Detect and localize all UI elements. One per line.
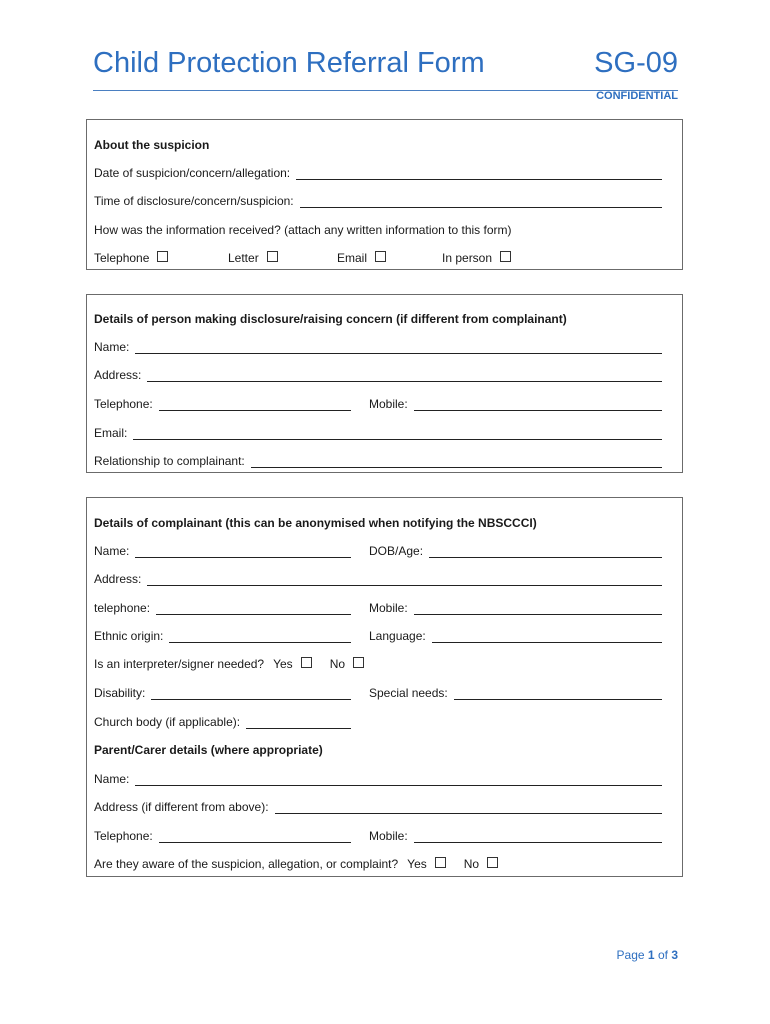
mobile-line[interactable] — [414, 398, 662, 411]
disability-label: Disability: — [94, 686, 146, 700]
discloser-telephone-field[interactable] — [94, 391, 351, 411]
option-email-label: Email — [337, 251, 368, 265]
form-title: Child Protection Referral Form — [93, 47, 485, 79]
email-label: Email: — [94, 426, 128, 440]
special-needs-field[interactable] — [369, 680, 662, 700]
special-needs-label: Special needs: — [369, 686, 448, 700]
mobile-label: Mobile: — [369, 397, 408, 411]
dob-label: DOB/Age: — [369, 544, 424, 558]
name-label: Name: — [94, 340, 130, 354]
section3-heading: Details of complainant (this can be anonymised when notifying the NBSCCCI) — [94, 516, 537, 530]
ethnic-origin-field[interactable] — [94, 623, 351, 643]
discloser-mobile-field[interactable] — [369, 391, 662, 411]
address-line[interactable] — [147, 573, 662, 586]
form-code: SG-09 — [594, 47, 678, 79]
aware-no-checkbox[interactable] — [487, 857, 498, 868]
language-field[interactable] — [369, 623, 662, 643]
email-line[interactable] — [133, 427, 662, 440]
dob-line[interactable] — [429, 545, 662, 558]
dob-field[interactable] — [369, 538, 662, 558]
language-label: Language: — [369, 629, 426, 643]
time-line[interactable] — [300, 195, 662, 208]
disability-field[interactable] — [94, 680, 351, 700]
complainant-telephone-field[interactable] — [94, 595, 351, 615]
time-label: Time of disclosure/concern/suspicion: — [94, 194, 294, 208]
parent-name-label: Name: — [94, 772, 130, 786]
section-about-suspicion — [86, 119, 683, 270]
section2-heading: Details of person making disclosure/raising concern (if different from complainant) — [94, 312, 567, 326]
language-line[interactable] — [432, 630, 662, 643]
parent-name-field[interactable] — [94, 766, 662, 786]
date-line[interactable] — [296, 167, 662, 180]
of-word: of — [657, 948, 668, 962]
parent-carer-heading: Parent/Carer details (where appropriate) — [94, 743, 323, 757]
letter-checkbox[interactable] — [267, 251, 278, 262]
relationship-label: Relationship to complainant: — [94, 454, 245, 468]
discloser-name-field[interactable] — [94, 334, 662, 354]
page-current: 1 — [647, 948, 655, 962]
section1-heading: About the suspicion — [94, 138, 210, 152]
parent-telephone-line[interactable] — [159, 830, 351, 843]
name-label: Name: — [94, 544, 130, 558]
interpreter-yes-label: Yes — [273, 657, 293, 671]
ethnic-line[interactable] — [169, 630, 351, 643]
disability-line[interactable] — [151, 687, 351, 700]
aware-yes-label: Yes — [407, 857, 427, 871]
option-in-person-label: In person — [442, 251, 493, 265]
parent-mobile-line[interactable] — [414, 830, 662, 843]
discloser-email-field[interactable] — [94, 420, 662, 440]
address-label: Address: — [94, 368, 142, 382]
interpreter-no-checkbox[interactable] — [353, 657, 364, 668]
page-word: Page — [616, 948, 645, 962]
mobile-line[interactable] — [414, 602, 662, 615]
section-person-disclosure — [86, 294, 683, 473]
telephone-line[interactable] — [156, 602, 351, 615]
email-checkbox[interactable] — [375, 251, 386, 262]
relationship-line[interactable] — [251, 455, 662, 468]
address-label: Address: — [94, 572, 142, 586]
parent-address-line[interactable] — [275, 801, 662, 814]
parent-telephone-field[interactable] — [94, 823, 351, 843]
interpreter-question — [94, 651, 364, 671]
complainant-address-field[interactable] — [94, 566, 662, 586]
in-person-checkbox[interactable] — [500, 251, 511, 262]
telephone-label: telephone: — [94, 601, 151, 615]
parent-name-line[interactable] — [135, 773, 662, 786]
telephone-line[interactable] — [159, 398, 351, 411]
date-field[interactable] — [94, 160, 662, 180]
discloser-address-field[interactable] — [94, 362, 662, 382]
option-telephone[interactable] — [94, 245, 168, 265]
special-needs-line[interactable] — [454, 687, 662, 700]
parent-address-label: Address (if different from above): — [94, 800, 269, 814]
date-label: Date of suspicion/concern/allegation: — [94, 166, 291, 180]
section-complainant — [86, 497, 683, 877]
aware-no-label: No — [463, 857, 480, 871]
how-received-question: How was the information received? (attach any written information to this form) — [94, 223, 512, 237]
option-in-person[interactable] — [442, 245, 511, 265]
aware-label: Are they aware of the suspicion, allegation, or complaint? — [94, 857, 399, 871]
interpreter-yes-checkbox[interactable] — [301, 657, 312, 668]
parent-mobile-label: Mobile: — [369, 829, 408, 843]
form-header — [93, 42, 678, 91]
complainant-name-field[interactable] — [94, 538, 351, 558]
church-label: Church body (if applicable): — [94, 715, 241, 729]
ethnic-label: Ethnic origin: — [94, 629, 164, 643]
interpreter-no-label: No — [329, 657, 346, 671]
parent-telephone-label: Telephone: — [94, 829, 153, 843]
aware-yes-checkbox[interactable] — [435, 857, 446, 868]
page-indicator — [617, 948, 678, 962]
option-letter[interactable] — [228, 245, 278, 265]
interpreter-label: Is an interpreter/signer needed? — [94, 657, 265, 671]
church-body-field[interactable] — [94, 709, 351, 729]
address-line[interactable] — [147, 369, 662, 382]
time-field[interactable] — [94, 188, 662, 208]
relationship-field[interactable] — [94, 448, 662, 468]
parent-address-field[interactable] — [94, 794, 662, 814]
page-total: 3 — [671, 948, 678, 962]
telephone-checkbox[interactable] — [157, 251, 168, 262]
mobile-label: Mobile: — [369, 601, 408, 615]
church-line[interactable] — [246, 716, 351, 729]
option-letter-label: Letter — [228, 251, 259, 265]
name-line[interactable] — [135, 545, 351, 558]
option-email[interactable] — [337, 245, 386, 265]
confidential-label: CONFIDENTIAL — [596, 90, 678, 102]
name-line[interactable] — [135, 341, 662, 354]
complainant-mobile-field[interactable] — [369, 595, 662, 615]
aware-question — [94, 851, 498, 871]
telephone-label: Telephone: — [94, 397, 153, 411]
option-telephone-label: Telephone — [94, 251, 150, 265]
parent-mobile-field[interactable] — [369, 823, 662, 843]
